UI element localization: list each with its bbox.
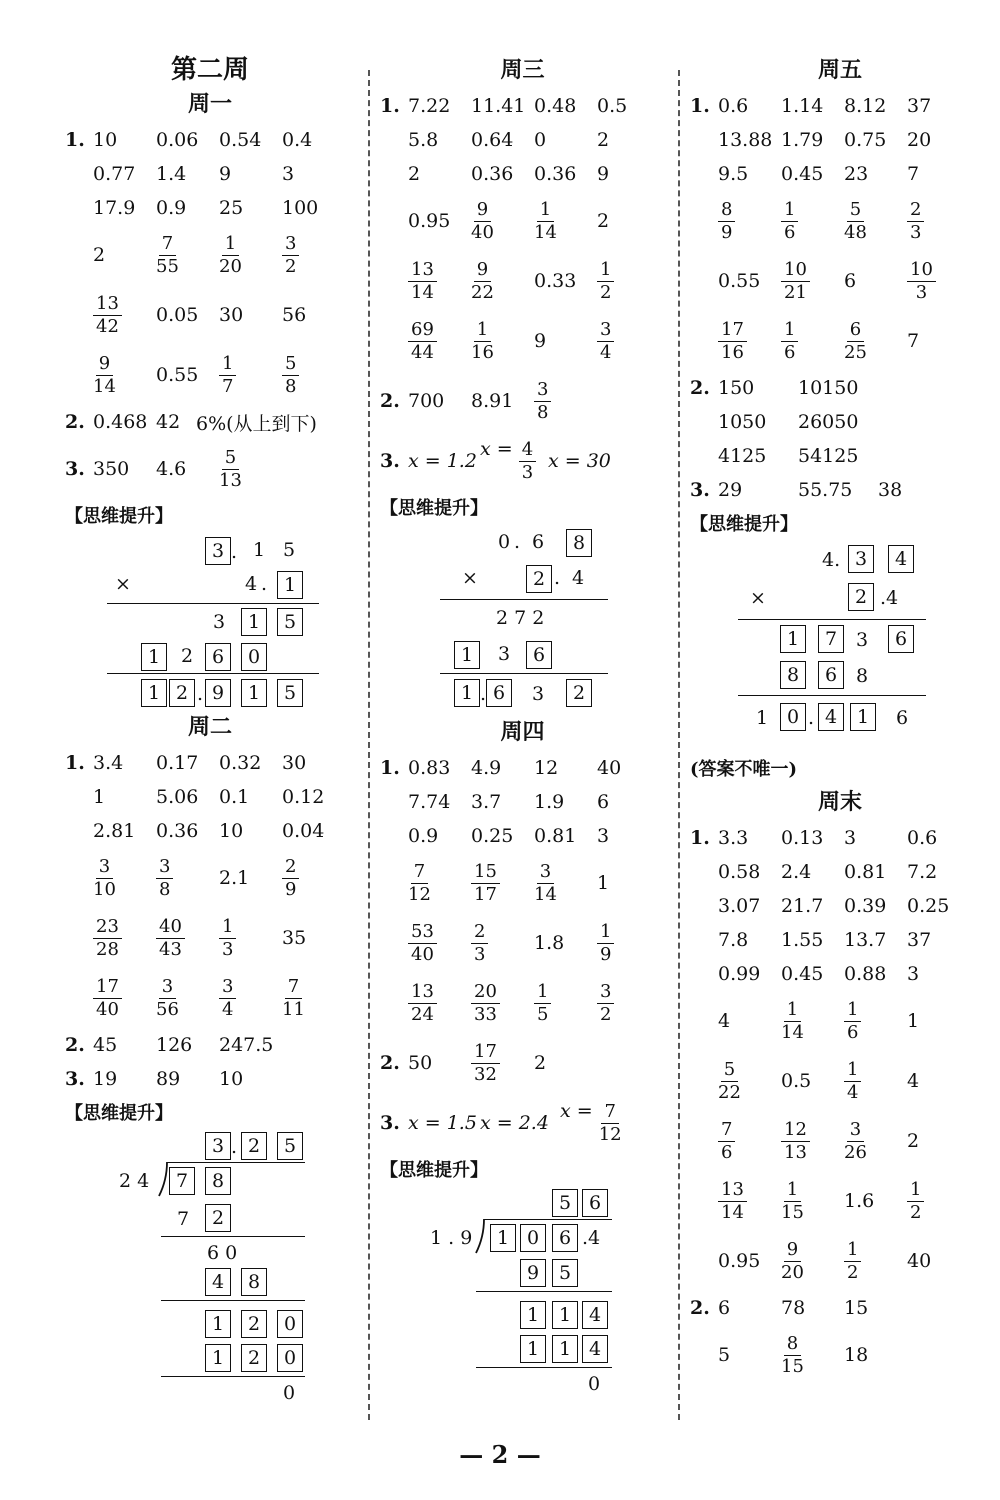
mon-row-1: 1. 10 0.06 0.54 0.4 <box>65 129 313 151</box>
wed-title: 周三 <box>500 57 545 83</box>
column-week-mon-tue <box>65 55 355 1420</box>
thu-q3: 3. x = 1.5 x = 2.4 x = $\frac{7}{12}$ <box>380 1100 622 1145</box>
weekend-q2-row-1: 2. 6 78 15 <box>690 1297 869 1319</box>
weekend-row-4: 7.8 1.55 13.7 37 <box>718 929 932 951</box>
thu-row-5: $\frac{53}{40}$ $\frac{2}{3}$ 1.8 $\frac{1}{9}$ <box>380 913 665 973</box>
column-week-wed-thu <box>380 55 665 1420</box>
tue-row-3: 2.81 0.36 10 0.04 <box>93 820 325 842</box>
wed-row-3: 2 0.36 0.36 9 <box>408 163 610 185</box>
tue-thinking-label: 【思维提升】 <box>65 1103 173 1124</box>
weekend-title: 周末 <box>817 789 862 815</box>
thu-title: 周四 <box>500 719 545 745</box>
weekend-row-10: 0.95 $\frac{9}{20}$ $\frac{1}{2}$ 40 <box>718 1239 932 1283</box>
tue-title: 周二 <box>187 714 232 740</box>
wed-row-1: 1. 7.22 11.41 0.48 0.5 <box>380 95 628 117</box>
weekend-row-2: 0.58 2.4 0.81 7.2 <box>718 861 938 883</box>
tue-q3: 3. 19 89 10 <box>65 1068 244 1090</box>
fri-row-5: 0.55 $\frac{10}{21}$ 6 $\frac{10}{3}$ <box>690 251 990 311</box>
wed-q3: 3. x = 1.2 x = $\frac{4}{3}$ x = 30 <box>380 438 611 483</box>
wed-row-4: 0.95 $\frac{9}{40}$ $\frac{1}{14}$ 2 <box>408 199 610 243</box>
wed-thinking-label: 【思维提升】 <box>380 498 488 519</box>
fri-row-3: 9.5 0.45 23 7 <box>718 163 920 185</box>
fri-q2-row-1: 2. 150 10150 <box>690 377 859 399</box>
thu-division: 5 6 1 . 9 1 0 6 .4 9 5 1 1 4 1 1 4 0 <box>380 1189 665 1419</box>
mon-row-3: 17.9 0.9 25 100 <box>93 197 319 219</box>
weekend-row-5: 0.99 0.45 0.88 3 <box>718 963 920 985</box>
week-title: 第二周 <box>170 55 249 85</box>
thu-row-1: 1. 0.83 4.9 12 40 <box>380 757 622 779</box>
tue-row-1: 1. 3.4 0.17 0.32 30 <box>65 752 307 774</box>
wed-multiplication: 0 . 6 8 × 2 . 4 2 7 2 1 3 6 1 . 6 3 2 <box>380 527 665 717</box>
weekend-row-3: 3.07 21.7 0.39 0.25 <box>718 895 950 917</box>
fri-multiplication: 4. 3 4 × 2 .4 1 7 3 6 8 6 8 1 0 . 4 1 6 <box>690 543 990 753</box>
mon-row-4: 2 $\frac{7}{55}$ $\frac{1}{20}$ $\frac{3}{2}$ <box>65 225 355 285</box>
column-divider-right <box>678 70 680 1420</box>
wed-row-2: 5.8 0.64 0 2 <box>408 129 610 151</box>
fri-title: 周五 <box>817 57 862 83</box>
mon-q3: 3. 350 4.6 $\frac{5}{13}$ <box>65 447 242 491</box>
column-divider-left <box>368 70 370 1420</box>
thu-row-4: $\frac{7}{12}$ $\frac{15}{17}$ $\frac{3}{14}$ 1 <box>408 861 610 905</box>
page-number: — 2 — <box>459 1440 541 1469</box>
column-week-fri-weekend <box>690 55 990 1420</box>
mon-title: 周一 <box>187 91 232 117</box>
fri-row-4: $\frac{8}{9}$ $\frac{1}{6}$ $\frac{5}{48}$ $\frac{2}{3}$ <box>690 191 990 251</box>
thu-row-6: $\frac{13}{24}$ $\frac{20}{33}$ $\frac{1}{5}$ $\frac{3}{2}$ <box>380 973 665 1033</box>
wed-row-6: $\frac{69}{44}$ $\frac{1}{16}$ 9 $\frac{3}{4}$ <box>380 311 665 371</box>
weekend-q2-row-2: 5 $\frac{8}{15}$ 18 <box>718 1333 869 1377</box>
tue-row-6: $\frac{17}{40}$ $\frac{3}{56}$ $\frac{3}{4}$ $\frac{7}{11}$ <box>65 968 355 1028</box>
mon-row-2: 0.77 1.4 9 3 <box>93 163 295 185</box>
mon-multiplication: 3 . 1 5 × 4 . 1 3 1 5 1 2 6 0 1 2 . 9 1 5 <box>65 535 355 710</box>
weekend-row-7: $\frac{5}{22}$ 0.5 $\frac{1}{4}$ 4 <box>718 1059 920 1103</box>
fri-row-1: 1. 0.6 1.14 8.12 37 <box>690 95 932 117</box>
fri-row-6: $\frac{17}{16}$ $\frac{1}{6}$ $\frac{6}{25}$ 7 <box>690 311 990 371</box>
fri-q2-row-2: 1050 26050 <box>718 411 859 433</box>
fri-q2-row-3: 4125 54125 <box>718 445 859 467</box>
wed-row-5: $\frac{13}{14}$ $\frac{9}{22}$ 0.33 $\frac{1}{2}$ <box>380 251 665 311</box>
thu-row-3: 0.9 0.25 0.81 3 <box>408 825 610 847</box>
thu-q2: 2. 50 $\frac{17}{32}$ 2 <box>380 1041 547 1085</box>
weekend-row-6: 4 $\frac{1}{14}$ $\frac{1}{6}$ 1 <box>718 999 920 1043</box>
wed-q2: 2. 700 8.91 $\frac{3}{8}$ <box>380 371 665 431</box>
tue-q2: 2. 45 126 247.5 <box>65 1034 274 1056</box>
tue-division: 3 . 2 5 2 4 7 8 7 2 6 0 4 8 1 2 0 1 2 0 0 <box>65 1132 355 1422</box>
mon-q2: 2. 0.468 42 6%(从上到下) <box>65 411 317 435</box>
weekend-row-8: $\frac{7}{6}$ $\frac{12}{13}$ $\frac{3}{26}$ 2 <box>690 1111 990 1171</box>
fri-thinking-label: 【思维提升】 <box>690 514 798 535</box>
weekend-row-1: 1. 3.3 0.13 3 0.6 <box>690 827 938 849</box>
thu-thinking-label: 【思维提升】 <box>380 1160 488 1181</box>
thu-row-2: 7.74 3.7 1.9 6 <box>408 791 610 813</box>
tue-row-2: 1 5.06 0.1 0.12 <box>93 786 325 808</box>
fri-q3: 3. 29 55.75 38 <box>690 479 903 501</box>
answer-note: (答案不唯一) <box>690 759 798 780</box>
mon-thinking-label: 【思维提升】 <box>65 506 173 527</box>
tue-row-5: $\frac{23}{28}$ $\frac{40}{43}$ $\frac{1}{3}$ 35 <box>65 908 355 968</box>
mon-row-5: $\frac{13}{42}$ 0.05 30 56 <box>65 285 355 345</box>
tue-row-4: $\frac{3}{10}$ $\frac{3}{8}$ 2.1 $\frac{2}{9}$ <box>65 848 355 908</box>
fri-row-2: 13.88 1.79 0.75 20 <box>718 129 932 151</box>
weekend-row-9: $\frac{13}{14}$ $\frac{1}{15}$ 1.6 $\frac{1}{2}$ <box>690 1171 990 1231</box>
mon-row-6: $\frac{9}{14}$ 0.55 $\frac{1}{7}$ $\frac{5}{8}$ <box>65 345 355 405</box>
